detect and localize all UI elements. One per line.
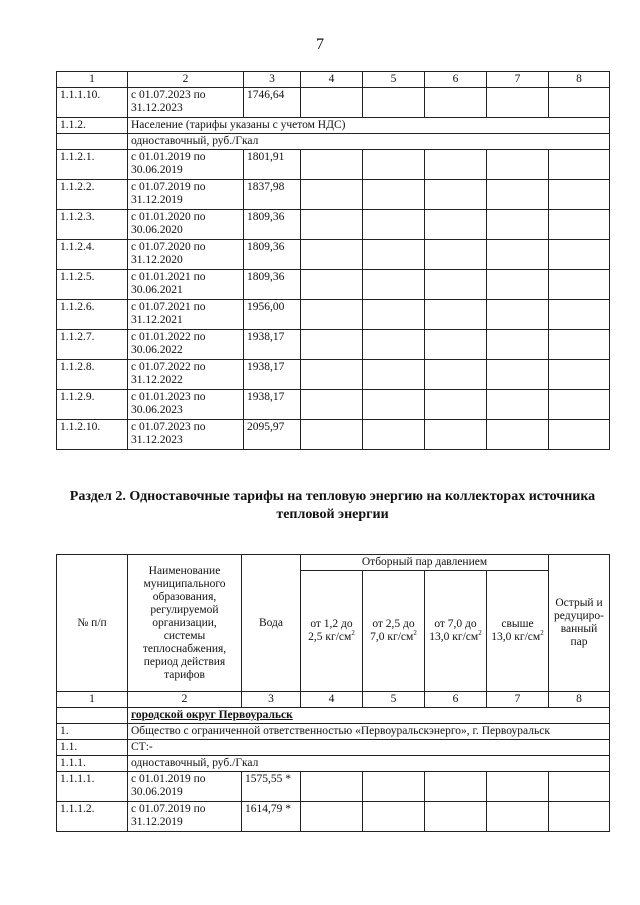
- subhead-label: одноставочный, руб./Гкал: [128, 134, 610, 150]
- row-number: 1.1.2.10.: [57, 420, 128, 450]
- row-period: с 01.01.2020 по 30.06.2020: [128, 210, 244, 240]
- empty-cell: [301, 270, 363, 300]
- empty-cell: [363, 330, 425, 360]
- empty-cell: [301, 802, 363, 832]
- row-value: 1938,17: [244, 390, 301, 420]
- empty-cell: [363, 180, 425, 210]
- empty-cell: [549, 390, 610, 420]
- row-number: 1.1.2.7.: [57, 330, 128, 360]
- empty-cell: [363, 420, 425, 450]
- table-row: [57, 360, 610, 390]
- empty-cell: [549, 360, 610, 390]
- empty-cell: [487, 210, 549, 240]
- table-row: [57, 390, 610, 420]
- col-num: 4: [301, 72, 363, 88]
- row-value: 1956,00: [244, 300, 301, 330]
- empty-cell: [425, 802, 487, 832]
- table-row: [57, 240, 610, 270]
- col-num: 6: [425, 72, 487, 88]
- row-value: 1809,36: [244, 270, 301, 300]
- row-period: с 01.01.2019 по 30.06.2019: [128, 772, 242, 802]
- empty-cell: [425, 300, 487, 330]
- header-steam-4: свыше 13,0 $кг/см^2$: [487, 571, 549, 692]
- empty-cell: [363, 360, 425, 390]
- row-value: 2095,97: [244, 420, 301, 450]
- empty-cell: [487, 88, 549, 118]
- col-num: 7: [487, 692, 549, 708]
- empty-cell: [57, 134, 128, 150]
- row-number: 1.1.2.9.: [57, 390, 128, 420]
- empty-cell: [487, 360, 549, 390]
- row-period: с 01.07.2023 по 31.12.2023: [128, 88, 244, 118]
- row-number: 1.: [57, 724, 128, 740]
- empty-cell: [301, 772, 363, 802]
- row-value: 1614,79 *: [242, 802, 301, 832]
- empty-cell: [487, 300, 549, 330]
- row-value: 1746,64: [244, 88, 301, 118]
- header-water: Вода: [242, 555, 301, 692]
- header-row: [57, 555, 610, 571]
- table-row: [57, 88, 610, 118]
- empty-cell: [425, 240, 487, 270]
- empty-cell: [363, 772, 425, 802]
- header-steam-group: Отборный пар давлением: [301, 555, 549, 571]
- section-title: Раздел 2. Одноставочные тарифы на тепловую энергию на коллекторах источника тепловой энергии: [69, 489, 596, 522]
- col-num: 5: [363, 72, 425, 88]
- empty-cell: [363, 300, 425, 330]
- empty-cell: [425, 390, 487, 420]
- empty-cell: [301, 210, 363, 240]
- row-period: с 01.07.2022 по 31.12.2022: [128, 360, 244, 390]
- row-number: 1.1.2.2.: [57, 180, 128, 210]
- empty-cell: [363, 270, 425, 300]
- empty-cell: [549, 802, 610, 832]
- empty-cell: [363, 390, 425, 420]
- empty-cell: [363, 210, 425, 240]
- row-period: с 01.07.2021 по 31.12.2021: [128, 300, 244, 330]
- empty-cell: [549, 270, 610, 300]
- table-row: [57, 300, 610, 330]
- empty-cell: [425, 150, 487, 180]
- row-value: 1575,55 *: [242, 772, 301, 802]
- empty-cell: [301, 300, 363, 330]
- header-steam-2: от 2,5 до 7,0 $кг/см^2$: [363, 571, 425, 692]
- empty-cell: [425, 772, 487, 802]
- row-number: 1.1.1.: [57, 756, 128, 772]
- empty-cell: [549, 300, 610, 330]
- col-num: 5: [363, 692, 425, 708]
- col-num: 2: [128, 72, 244, 88]
- row-period: с 01.01.2021 по 30.06.2021: [128, 270, 244, 300]
- col-num: 2: [128, 692, 242, 708]
- table-row: [57, 772, 610, 802]
- subhead-label: одноставочный, руб./Гкал: [128, 756, 610, 772]
- empty-cell: [487, 240, 549, 270]
- table-row: [57, 270, 610, 300]
- empty-cell: [549, 210, 610, 240]
- table-row: [57, 420, 610, 450]
- empty-cell: [301, 360, 363, 390]
- empty-cell: [301, 330, 363, 360]
- empty-cell: [425, 88, 487, 118]
- row-period: с 01.07.2019 по 31.12.2019: [128, 802, 242, 832]
- system-label: СТ:-: [128, 740, 610, 756]
- empty-cell: [425, 210, 487, 240]
- empty-cell: [487, 772, 549, 802]
- table-row: [57, 330, 610, 360]
- col-num: 1: [57, 72, 128, 88]
- page-number: 7: [316, 36, 324, 53]
- empty-cell: [301, 180, 363, 210]
- row-period: с 01.01.2022 по 30.06.2022: [128, 330, 244, 360]
- empty-cell: [487, 330, 549, 360]
- system-row: [57, 740, 610, 756]
- empty-cell: [301, 240, 363, 270]
- row-value: 1801,91: [244, 150, 301, 180]
- empty-cell: [487, 802, 549, 832]
- row-period: с 01.01.2023 по 30.06.2023: [128, 390, 244, 420]
- empty-cell: [487, 270, 549, 300]
- empty-cell: [487, 420, 549, 450]
- empty-cell: [301, 150, 363, 180]
- empty-cell: [549, 180, 610, 210]
- subhead-row: [57, 134, 610, 150]
- empty-cell: [425, 420, 487, 450]
- header-name: Наименование муниципального образования, регулируемой организации, системы теплоснабжения, период действия тарифов: [128, 555, 242, 692]
- row-period: с 01.07.2019 по 31.12.2019: [128, 180, 244, 210]
- empty-cell: [487, 150, 549, 180]
- district-row: [57, 708, 610, 724]
- column-number-row: [57, 72, 610, 88]
- header-steam-3: от 7,0 до 13,0 $кг/см^2$: [425, 571, 487, 692]
- table-row: [57, 802, 610, 832]
- row-number: 1.1.2.8.: [57, 360, 128, 390]
- col-num: 6: [425, 692, 487, 708]
- empty-cell: [549, 150, 610, 180]
- column-number-row: [57, 692, 610, 708]
- col-num: 4: [301, 692, 363, 708]
- subhead-row: [57, 756, 610, 772]
- row-number: 1.1.2.5.: [57, 270, 128, 300]
- row-value: 1938,17: [244, 360, 301, 390]
- empty-cell: [425, 360, 487, 390]
- row-value: 1809,36: [244, 240, 301, 270]
- row-number: 1.1.2.6.: [57, 300, 128, 330]
- row-number: 1.1.: [57, 740, 128, 756]
- header-steam-1: от 1,2 до 2,5 $кг/см^2$: [301, 571, 363, 692]
- tariff-table-population: [56, 71, 610, 450]
- col-num: 7: [487, 72, 549, 88]
- empty-cell: [301, 390, 363, 420]
- row-number: 1.1.2.: [57, 118, 128, 134]
- empty-cell: [301, 420, 363, 450]
- table-row: [57, 180, 610, 210]
- empty-cell: [363, 240, 425, 270]
- empty-cell: [363, 802, 425, 832]
- col-num: 3: [244, 72, 301, 88]
- row-number: 1.1.1.1.: [57, 772, 128, 802]
- row-number: 1.1.1.2.: [57, 802, 128, 832]
- col-num: 3: [242, 692, 301, 708]
- empty-cell: [363, 88, 425, 118]
- col-num: 1: [57, 692, 128, 708]
- header-sharp-steam: Острый и редуциро-ванный пар: [549, 555, 610, 692]
- section-row: [57, 118, 610, 134]
- row-value: 1837,98: [244, 180, 301, 210]
- empty-cell: [549, 88, 610, 118]
- row-number: 1.1.2.1.: [57, 150, 128, 180]
- district-label: городской округ Первоуральск: [128, 708, 610, 724]
- empty-cell: [363, 150, 425, 180]
- header-num: № п/п: [57, 555, 128, 692]
- row-number: 1.1.1.10.: [57, 88, 128, 118]
- col-num: 8: [549, 692, 610, 708]
- table-row: [57, 150, 610, 180]
- row-number: 1.1.2.4.: [57, 240, 128, 270]
- empty-cell: [425, 270, 487, 300]
- table-row: [57, 210, 610, 240]
- row-period: с 01.07.2020 по 31.12.2020: [128, 240, 244, 270]
- tariff-table-collectors: [56, 554, 610, 832]
- empty-cell: [549, 240, 610, 270]
- row-value: 1809,36: [244, 210, 301, 240]
- row-value: 1938,17: [244, 330, 301, 360]
- col-num: 8: [549, 72, 610, 88]
- empty-cell: [549, 772, 610, 802]
- empty-cell: [57, 708, 128, 724]
- organization-label: Общество с ограниченной ответственностью «Первоуральскэнерго», г. Первоуральск: [128, 724, 610, 740]
- row-period: с 01.07.2023 по 31.12.2023: [128, 420, 244, 450]
- section-label: Население (тарифы указаны с учетом НДС): [128, 118, 610, 134]
- organization-row: [57, 724, 610, 740]
- empty-cell: [425, 180, 487, 210]
- row-number: 1.1.2.3.: [57, 210, 128, 240]
- row-period: с 01.01.2019 по 30.06.2019: [128, 150, 244, 180]
- empty-cell: [301, 88, 363, 118]
- empty-cell: [487, 180, 549, 210]
- empty-cell: [487, 390, 549, 420]
- empty-cell: [425, 330, 487, 360]
- empty-cell: [549, 330, 610, 360]
- empty-cell: [549, 420, 610, 450]
